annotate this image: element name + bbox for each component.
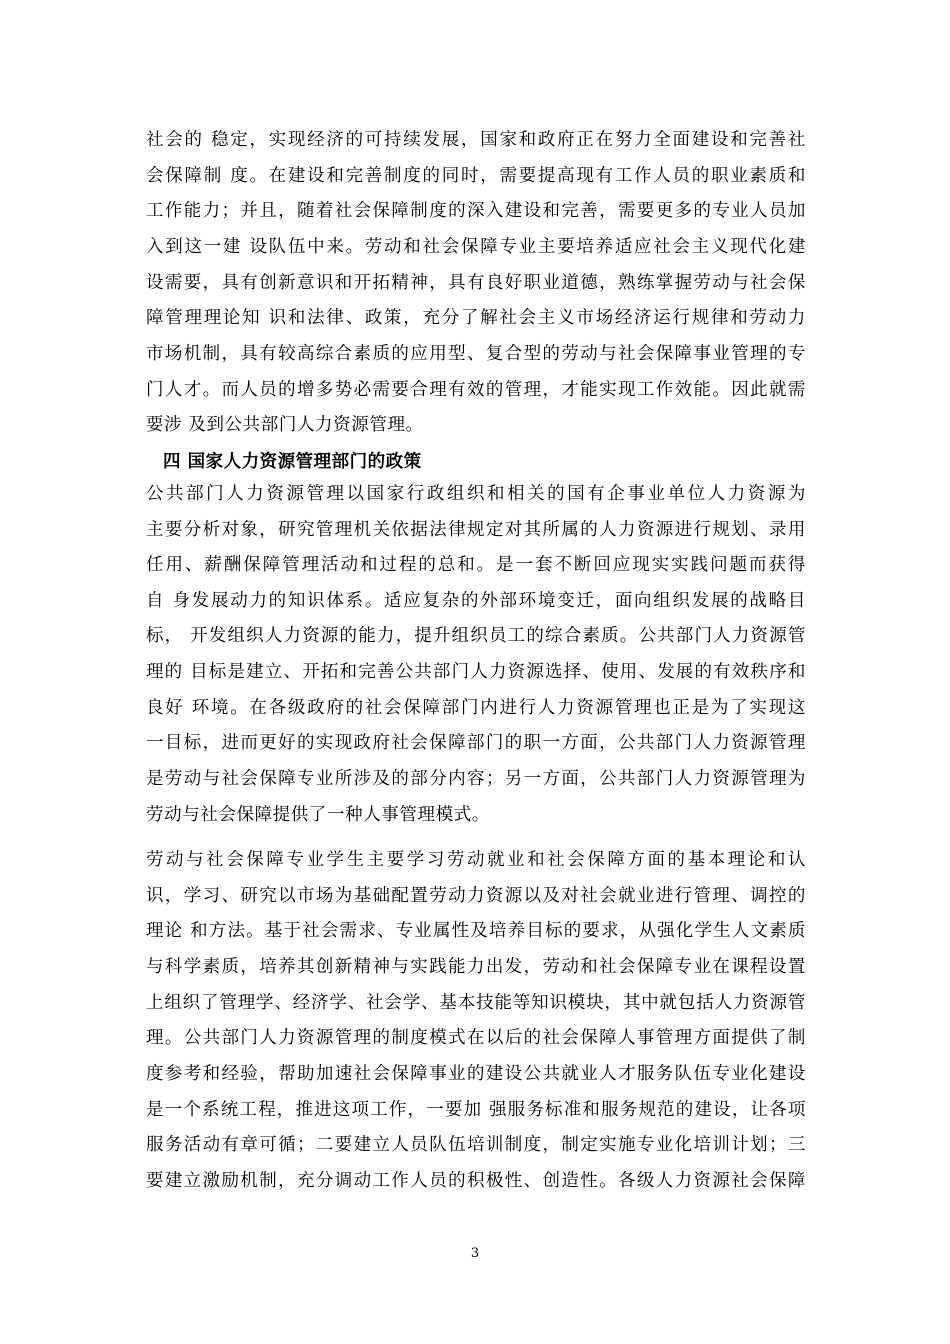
text-line: 理论 和方法。基于社会需求、专业属性及培养目标的要求，从强化学生人文素质 [146, 921, 806, 941]
text-line: 工作能力；并且，随着社会保障制度的深入建设和完善，需要更多的专业人员加 [146, 201, 806, 221]
text-line: 障管理理论知 识和法律、政策，充分了解社会主义市场经济运行规律和劳动力 [146, 308, 806, 328]
text-line: 理的 目标是建立、开拓和完善公共部门人力资源选择、使用、发展的有效秩序和 [146, 662, 806, 682]
text-line: 入到这一建 设队伍中来。劳动和社会保障专业主要培养适应社会主义现代化建 [146, 237, 806, 257]
text-line: 劳动与社会保障专业学生主要学习劳动就业和社会保障方面的基本理论和认 [146, 850, 806, 870]
page-number: 3 [470, 1246, 480, 1261]
text-line: 市场机制，具有较高综合素质的应用型、复合型的劳动与社会保障事业管理的专 [146, 344, 806, 364]
text-line: 服务活动有章可循；二要建立人员队伍培训制度，制定实施专业化培训计划；三 [146, 1135, 806, 1155]
text-line: 标， 开发组织人力资源的能力，提升组织员工的综合素质。公共部门人力资源管 [146, 626, 806, 646]
text-line: 是劳动与社会保障专业所涉及的部分内容；另一方面，公共部门人力资源管理为 [146, 769, 806, 789]
text-line: 要涉 及到公共部门人力资源管理。 [146, 415, 424, 435]
text-line: 要建立激励机制，充分调动工作人员的积极性、创造性。各级人力资源社会保障 [146, 1171, 806, 1191]
text-line: 是一个系统工程，推进这项工作，一要加 强服务标准和服务规范的建设，让各项 [146, 1100, 806, 1120]
text-line: 理。公共部门人力资源管理的制度模式在以后的社会保障人事管理方面提供了制 [146, 1028, 806, 1048]
text-line: 社会的 稳定，实现经济的可持续发展，国家和政府正在努力全面建设和完善社 [146, 130, 806, 150]
text-line: 良好 环境。在各级政府的社会保障部门内进行人力资源管理也正是为了实现这 [146, 698, 806, 718]
text-line: 劳动与社会保障提供了一种人事管理模式。 [146, 805, 490, 825]
text-line: 度参考和经验，帮助加速社会保障事业的建设公共就业人才服务队伍专业化建设 [146, 1064, 806, 1084]
section-heading: 四 国家人力资源管理部门的政策 [163, 452, 422, 472]
text-line: 会保障制 度。在建设和完善制度的同时，需要提高现有工作人员的职业素质和 [146, 166, 806, 186]
text-line: 设需要，具有创新意识和开拓精神，具有良好职业道德，熟练掌握劳动与社会保 [146, 273, 806, 293]
text-line: 公共部门人力资源管理以国家行政组织和相关的国有企事业单位人力资源为 [146, 484, 806, 504]
text-line: 任用、薪酬保障管理活动和过程的总和。是一套不断回应现实实践问题而获得 [146, 555, 806, 575]
text-line: 与科学素质，培养其创新精神与实践能力出发，劳动和社会保障专业在课程设置 [146, 957, 806, 977]
text-line: 自 身发展动力的知识体系。适应复杂的外部环境变迁，面向组织发展的战略目 [146, 591, 806, 611]
text-line: 上组织了管理学、经济学、社会学、基本技能等知识模块，其中就包括人力资源管 [146, 993, 806, 1013]
text-line: 门人才。而人员的增多势必需要合理有效的管理，才能实现工作效能。因此就需 [146, 380, 806, 400]
text-line: 一目标，进而更好的实现政府社会保障部门的职一方面，公共部门人力资源管理 [146, 733, 806, 753]
text-line: 识，学习、研究以市场为基础配置劳动力资源以及对社会就业进行管理、调控的 [146, 886, 806, 906]
text-line: 主要分析对象，研究管理机关依据法律规定对其所属的人力资源进行规划、录用 [146, 520, 806, 540]
